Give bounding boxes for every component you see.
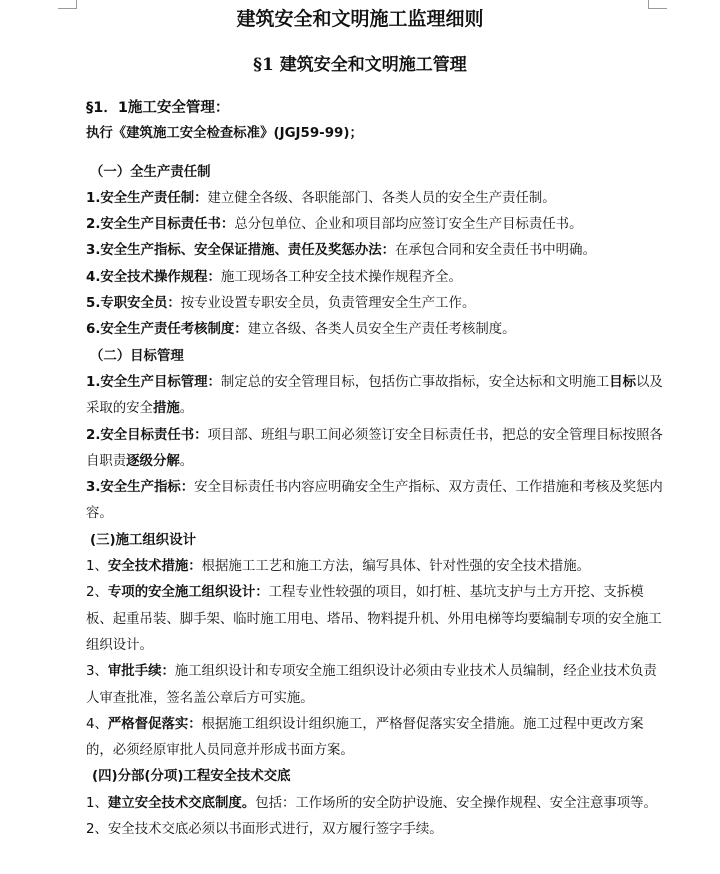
list-item: 2、专项的安全施工组织设计：工程专业性较强的项目，如打桩、基坑支护与土方开挖、支拆模板、起重吊装、脚手架、临时施工用电、塔吊、物料提升机、外用电梯等均要编制专项的安全施工组织设计。 <box>86 585 662 653</box>
standard-line: 执行《建筑施工安全检查标准》(JGJ59-99)； <box>86 126 363 142</box>
list-item: 6.安全生产责任考核制度：建立各级、各类人员安全生产责任考核制度。 <box>86 322 516 338</box>
list-item: 4、严格督促落实：根据施工组织设计组织施工，严格督促落实安全措施。施工过程中更改方案的，必须经原审批人员同意并形成书面方案。 <box>86 716 644 759</box>
list-item: 3.安全生产指标、安全保证措施、责任及奖惩办法：在承包合同和安全责任书中明确。 <box>86 243 596 259</box>
document-body <box>86 95 664 843</box>
part4-heading: (四)分部(分项)工程安全技术交底 <box>92 769 291 785</box>
part2-heading: （二）目标管理 <box>90 348 184 364</box>
part1-heading: （一）全生产责任制 <box>90 164 211 180</box>
section-heading: §1．1施工安全管理： <box>86 100 230 116</box>
list-item: 5.专职安全员：按专业设置专职安全员，负责管理安全生产工作。 <box>86 296 476 312</box>
document-title: 建筑安全和文明施工监理细则 <box>236 8 484 30</box>
list-item: 2.安全目标责任书：项目部、班组与职工间必须签订安全目标责任书，把总的安全管理目标按照各自职责逐级分解。 <box>86 427 663 469</box>
list-item: 4.安全技术操作规程：施工现场各工种安全技术操作规程齐全。 <box>86 269 462 285</box>
list-item: 3、审批手续：施工组织设计和专项安全施工组织设计必须由专业技术人员编制，经企业技术负责人审查批准，签名盖公章后方可实施。 <box>86 664 657 706</box>
list-item: 2、安全技术交底必须以书面形式进行，双方履行签字手续。 <box>86 822 443 838</box>
list-item: 3.安全生产指标：安全目标责任书内容应明确安全生产指标、双方责任、工作措施和考核及奖惩内容。 <box>86 480 663 522</box>
document-subtitle: §1 建筑安全和文明施工管理 <box>253 55 467 75</box>
list-item: 1.安全生产目标管理：制定总的安全管理目标，包括伤亡事故指标，安全达标和文明施工目标以及采取的安全措施。 <box>86 374 663 417</box>
list-item: 1、安全技术措施：根据施工工艺和施工方法，编写具体、针对性强的安全技术措施。 <box>86 559 590 575</box>
list-item: 2.安全生产目标责任书：总分包单位、企业和项目部均应签订安全生产目标责任书。 <box>86 217 583 233</box>
list-item: 1、建立安全技术交底制度。包括：工作场所的安全防护设施、安全操作规程、安全注意事项等。 <box>86 795 657 811</box>
list-item: 1.安全生产责任制：建立健全各级、各职能部门、各类人员的安全生产责任制。 <box>86 190 556 206</box>
part3-heading: (三)施工组织设计 <box>90 532 196 548</box>
